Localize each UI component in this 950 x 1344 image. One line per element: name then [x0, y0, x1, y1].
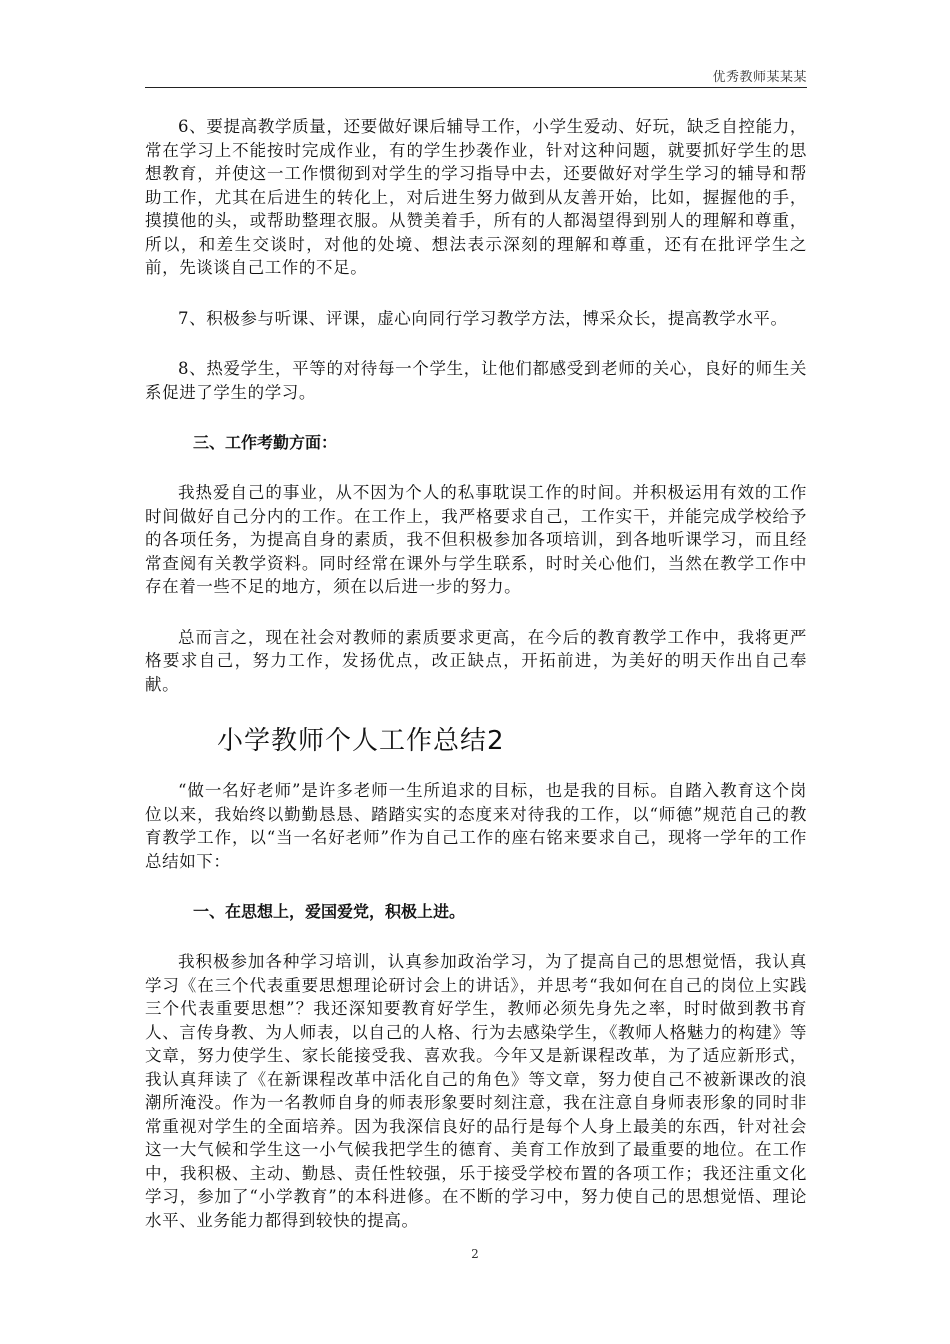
paragraph-item-7: 7、积极参与听课、评课，虚心向同行学习教学方法，博采众长，提高教学水平。	[178, 308, 788, 328]
page-header: 优秀教师某某某	[712, 70, 807, 85]
page-number: 2	[471, 1247, 479, 1261]
section-heading-attendance: 三、工作考勤方面：	[193, 433, 338, 452]
paragraph-item-8: 8、热爱学生，平等的对待每一个学生，让他们都感受到老师的关心，良好的师生关系促进了学生的学习。	[145, 359, 807, 402]
paragraph-summary: 总而言之，现在社会对教师的素质要求更高，在今后的教育教学工作中，我将更严格要求自己，努力工作，发扬优点，改正缺点，开拓前进，为美好的明天作出自己奉献。	[145, 627, 807, 694]
paragraph-intro: “做一名好老师”是许多老师一生所追求的目标，也是我的目标。自踏入教育这个岗位以来，我始终以勤勤恳恳、踏踏实实的态度来对待我的工作，以“师德”规范自己的教育教学工作，以“当一名好老师”作为自己工作的座右铭来要求自己，现将一学年的工作总结如下：	[145, 781, 807, 871]
header-divider	[145, 87, 807, 88]
paragraph-attendance: 我热爱自己的事业，从不因为个人的私事耽误工作的时间。并积极运用有效的工作时间做好自己分内的工作。在工作上，我严格要求自己，工作实干，并能完成学校给予的各项任务，为提高自身的素质，我不但积极参加各项培训，到各地听课学习，而且经常查阅有关教学资料。同时经常在课外与学生联系，时时关心他们，当然在教学工作中存在着一些不足的地方，须在以后进一步的努力。	[145, 483, 807, 596]
section-heading-thought: 一、在思想上，爱国爱党，积极上进。	[193, 902, 466, 921]
page-body	[145, 115, 807, 1259]
paragraph-item-6: 6、要提高教学质量，还要做好课后辅导工作，小学生爱动、好玩，缺乏自控能力，常在学习上不能按时完成作业，有的学生抄袭作业，针对这种问题，就要抓好学生的思想教育，并使这一工作惯彻到对学生的学习指导中去，还要做好对学生学习的辅导和帮助工作，尤其在后进生的转化上，对后进生努力做到从友善开始，比如，握握他的手，摸摸他的头，或帮助整理衣服。从赞美着手，所有的人都渴望得到别人的理解和尊重，所以，和差生交谈时，对他的处境、想法表示深刻的理解和尊重，还有在批评学生之前，先谈谈自己工作的不足。	[145, 117, 807, 277]
paragraph-thought: 我积极参加各种学习培训，认真参加政治学习，为了提高自己的思想觉悟，我认真学习《在三个代表重要思想理论研讨会上的讲话》，并思考“我如何在自己的岗位上实践三个代表重要思想”？我还深知要教育好学生，教师必须先身先之率，时时做到教书育人、言传身教、为人师表，以自己的人格、行为去感染学生，《教师人格魅力的构建》等文章，努力使学生、家长能接受我、喜欢我。今年又是新课程改革，为了适应新形式，我认真拜读了《在新课程改革中活化自己的角色》等文章，努力使自己不被新课改的浪潮所淹没。作为一名教师自身的师表形象要时刻注意，我在注意自身师表形象的同时非常重视对学生的全面培养。因为我深信良好的品行是每个人身上最美的东西，针对社会这一大气候和学生这一小气候我把学生的德育、美育工作放到了最重要的地位。在工作中，我积极、主动、勤恳、责任性较强，乐于接受学校布置的各项工作；我还注重文化学习，参加了“小学教育”的本科进修。在不断的学习中，努力使自己的思想觉悟、理论水平、业务能力都得到较快的提高。	[145, 952, 807, 1230]
document-title: 小学教师个人工作总结2	[217, 726, 505, 756]
